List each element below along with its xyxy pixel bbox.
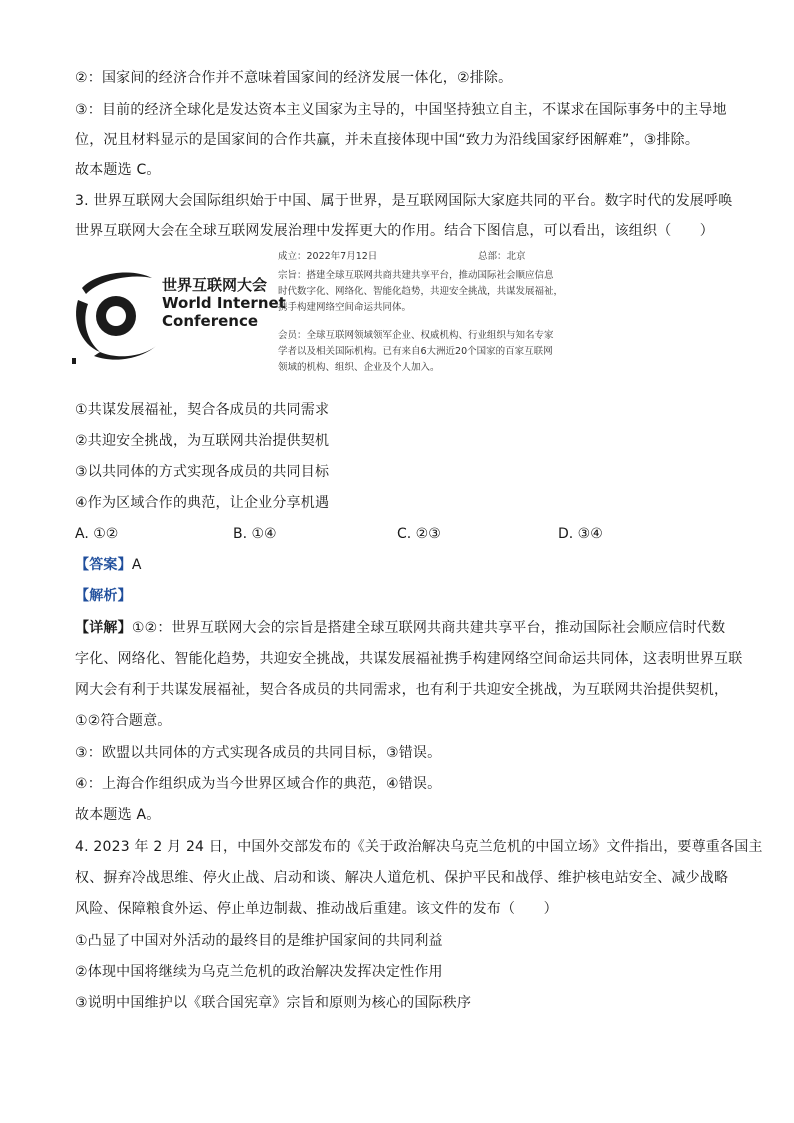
q3-options <box>75 524 735 544</box>
q3-item: ④作为区域合作的典范，让企业分享机遇 <box>75 495 330 511</box>
wic-info-figure <box>72 248 592 378</box>
question-4-stem: 风险、保障粮食外运、停止单边制裁、推动战后重建。该文件的发布（ ） <box>75 901 558 917</box>
founded-date: 成立：2022年7月12日 <box>278 251 378 262</box>
q3-item: ①共谋发展福祉，契合各成员的共同需求 <box>75 402 330 418</box>
detail-line: ④：上海合作组织成为当今世界区域合作的典范，④错误。 <box>75 776 442 792</box>
detail-line: ①②符合题意。 <box>75 713 172 729</box>
question-4-stem: 4. 2023 年 2 月 24 日，中国外交部发布的《关于政治解决乌克兰危机的中国立场》文件指出，要尊重各国主 <box>75 839 763 855</box>
analysis-line <box>75 586 132 606</box>
q3-item: ②共迎安全挑战，为互联网共治提供契机 <box>75 433 330 449</box>
q4-item: ③说明中国维护以《联合国宪章》宗旨和原则为核心的国际秩序 <box>75 995 472 1011</box>
wic-logo-english-line2: Conference <box>162 312 259 330</box>
wic-logo-english <box>162 294 286 330</box>
wic-logo-chinese: 世界互联网大会 <box>162 276 268 294</box>
detail-line: ③：欧盟以共同体的方式实现各成员的共同目标，③错误。 <box>75 745 442 761</box>
text-line: ②：国家间的经济合作并不意味着国家间的经济发展一体化，②排除。 <box>75 70 513 86</box>
purpose-line: 携手构建网络空间命运共同体。 <box>278 302 412 313</box>
answer-label: 【答案】 <box>75 557 132 573</box>
option-b: B. ①④ <box>233 526 277 542</box>
wic-logo-icon <box>72 260 160 370</box>
conclusion-line: 故本题选 A。 <box>75 807 161 823</box>
answer-value: A <box>131 557 142 573</box>
question-4-stem: 权、摒弃冷战思维、停火止战、启动和谈、解决人道危机、保护平民和战俘、维护核电站安全、减少战略 <box>75 870 729 886</box>
detail-line <box>75 618 725 638</box>
question-3-stem: 世界互联网大会在全球互联网发展治理中发挥更大的作用。结合下图信息，可以看出，该组织（ ） <box>75 223 714 239</box>
purpose-line: 宗旨：搭建全球互联网共商共建共享平台，推动国际社会顺应信息 <box>278 270 554 281</box>
headquarters: 总部：北京 <box>478 251 526 262</box>
detail-line: 网大会有利于共谋发展福祉，契合各成员的共同需求，也有利于共迎安全挑战，为互联网共治提供契机， <box>75 682 729 698</box>
detail-label: 【详解】 <box>75 620 132 636</box>
analysis-label: 【解析】 <box>75 588 132 604</box>
option-d: D. ③④ <box>558 526 603 542</box>
q4-item: ②体现中国将继续为乌克兰危机的政治解决发挥决定性作用 <box>75 964 443 980</box>
member-line: 会员：全球互联网领域领军企业、权威机构、行业组织与知名专家 <box>278 330 554 341</box>
wic-logo-english-line1: World Internet <box>162 294 286 312</box>
member-line: 领域的机构、组织、企业及个人加入。 <box>278 362 440 373</box>
text-line: 故本题选 C。 <box>75 162 161 178</box>
q4-item: ①凸显了中国对外活动的最终目的是维护国家间的共同利益 <box>75 933 443 949</box>
q3-item: ③以共同体的方式实现各成员的共同目标 <box>75 464 330 480</box>
answer-line <box>75 555 142 575</box>
purpose-line: 时代数字化、网络化、智能化趋势，共迎安全挑战，共谋发展福祉， <box>278 286 564 297</box>
option-c: C. ②③ <box>397 526 441 542</box>
detail-line: 字化、网络化、智能化趋势，共迎安全挑战，共谋发展福祉携手构建网络空间命运共同体，这表明世界互联 <box>75 651 743 667</box>
text-line: 位，况且材料显示的是国家间的合作共赢，并未直接体现中国“致力为沿线国家纾困解难”，③排除。 <box>75 132 700 148</box>
text-line: ③：目前的经济全球化是发达资本主义国家为主导的，中国坚持独立自主，不谋求在国际事务中的主导地 <box>75 102 727 118</box>
question-3-stem: 3. 世界互联网大会国际组织始于中国、属于世界，是互联网国际大家庭共同的平台。数字时代的发展呼唤 <box>75 193 733 209</box>
option-a: A. ①② <box>75 526 119 542</box>
member-line: 学者以及相关国际机构。已有来自6大洲近20个国家的百家互联网 <box>278 346 553 357</box>
detail-text: ①②：世界互联网大会的宗旨是搭建全球互联网共商共建共享平台，推动国际社会顺应信时代数 <box>131 620 726 636</box>
